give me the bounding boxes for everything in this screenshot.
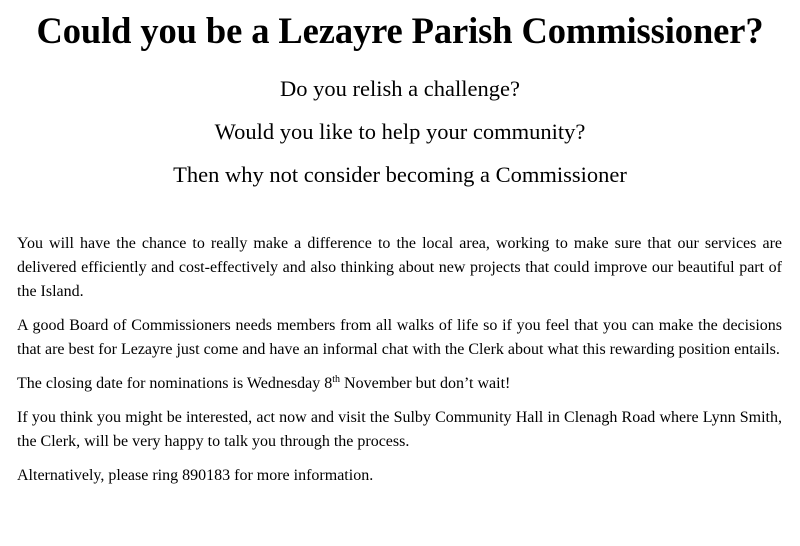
ordinal-suffix: th <box>332 374 341 385</box>
paragraph-phone: Alternatively, please ring 890183 for more information. <box>17 467 374 484</box>
subheading-challenge: Do you relish a challenge? <box>280 76 520 101</box>
paragraph-board: A good Board of Commissioners needs members from all walks of life so if you feel that you can make the decisions that are best for Lezayre just come and have an informal chat with the Clerk about what this rewarding position entails. <box>17 317 782 358</box>
closing-date-text-end: November but don’t wait! <box>340 375 511 392</box>
page-title: Could you be a Lezayre Parish Commissioner? <box>36 10 764 51</box>
subheading-commissioner: Then why not consider becoming a Commissioner <box>173 162 627 187</box>
paragraph-visit: If you think you might be interested, act now and visit the Sulby Community Hall in Clenagh Road where Lynn Smith, the Clerk, will be very happy to talk you through the process. <box>17 409 782 450</box>
paragraph-difference: You will have the chance to really make a difference to the local area, working to make sure that our services are delivered efficiently and cost-effectively and also thinking about new projects that could improve our beautiful part of the Island. <box>17 235 782 300</box>
closing-date-text: The closing date for nominations is Wednesday 8 <box>17 375 333 392</box>
subheading-community: Would you like to help your community? <box>214 119 586 144</box>
paragraph-closing-date <box>0 372 800 396</box>
